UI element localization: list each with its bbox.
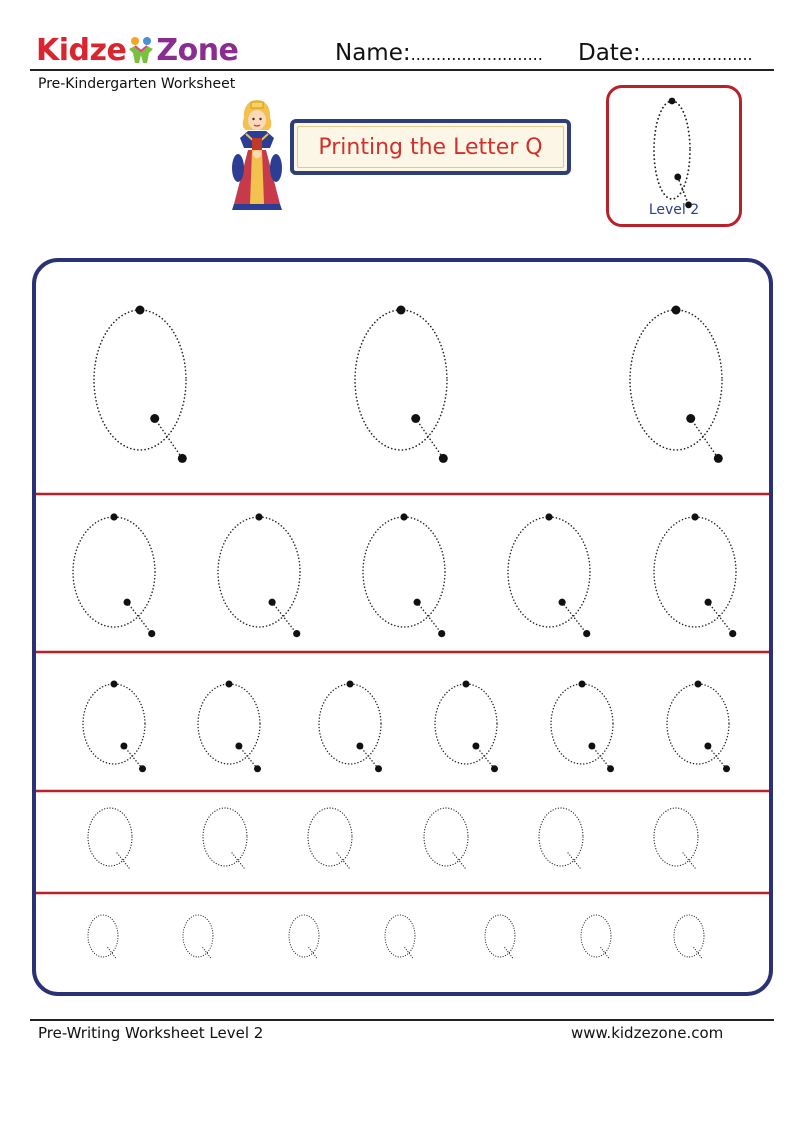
q-oval-dotted bbox=[551, 684, 613, 764]
start-dot bbox=[124, 599, 131, 606]
start-dot bbox=[686, 414, 695, 423]
q-oval-dotted bbox=[539, 808, 583, 866]
q-oval-dotted bbox=[319, 684, 381, 764]
end-dot bbox=[723, 765, 730, 772]
q-tail-dotted bbox=[694, 948, 703, 960]
start-dot bbox=[111, 681, 118, 688]
q-tail-dotted bbox=[562, 602, 587, 633]
q-tail-dotted bbox=[568, 853, 581, 870]
q-oval-dotted bbox=[73, 517, 155, 627]
tracing-letter-q[interactable] bbox=[385, 915, 415, 960]
end-dot bbox=[375, 765, 382, 772]
q-tail-dotted bbox=[405, 948, 414, 960]
start-dot bbox=[579, 681, 586, 688]
level-example-letter[interactable] bbox=[654, 98, 692, 209]
tracing-letter-q[interactable] bbox=[198, 681, 261, 773]
practice-row-1[interactable] bbox=[94, 306, 723, 463]
q-tail-dotted bbox=[117, 853, 130, 870]
q-oval-dotted bbox=[308, 808, 352, 866]
q-tail-dotted bbox=[691, 419, 719, 459]
q-oval-dotted bbox=[435, 684, 497, 764]
tracing-letter-q[interactable] bbox=[88, 915, 118, 960]
level-box bbox=[606, 85, 742, 227]
tracing-letter-q[interactable] bbox=[355, 306, 448, 463]
q-oval-dotted bbox=[508, 517, 590, 627]
tracing-letter-q[interactable] bbox=[83, 681, 146, 773]
q-oval-dotted bbox=[83, 684, 145, 764]
q-tail-dotted bbox=[155, 419, 183, 459]
q-tail-dotted bbox=[708, 602, 733, 633]
q-oval-dotted bbox=[218, 517, 300, 627]
start-dot bbox=[411, 414, 420, 423]
end-dot bbox=[714, 454, 723, 463]
header-divider bbox=[30, 69, 774, 71]
tracing-area[interactable] bbox=[36, 262, 769, 992]
q-oval-dotted bbox=[203, 808, 247, 866]
q-tail-dotted bbox=[416, 419, 444, 459]
tracing-letter-q[interactable] bbox=[508, 513, 590, 637]
start-dot bbox=[672, 306, 681, 315]
q-tail-dotted bbox=[678, 177, 689, 205]
q-tail-dotted bbox=[232, 853, 245, 870]
start-dot bbox=[400, 513, 407, 520]
princess-icon bbox=[228, 98, 286, 214]
tracing-letter-q[interactable] bbox=[539, 808, 583, 869]
kidzezone-logo bbox=[36, 30, 238, 70]
footer-website: www.kidzezone.com bbox=[571, 1024, 724, 1042]
start-dot bbox=[559, 599, 566, 606]
q-oval-dotted bbox=[667, 684, 729, 764]
tracing-letter-q[interactable] bbox=[667, 681, 730, 773]
practice-row-4[interactable] bbox=[88, 808, 698, 869]
start-dot bbox=[120, 743, 127, 750]
q-oval-dotted bbox=[654, 517, 736, 627]
q-oval-dotted bbox=[88, 915, 118, 957]
start-dot bbox=[695, 681, 702, 688]
q-tail-dotted bbox=[203, 948, 212, 960]
start-dot bbox=[356, 743, 363, 750]
tracing-letter-q[interactable] bbox=[654, 808, 698, 869]
end-dot bbox=[148, 630, 155, 637]
tracing-letter-q[interactable] bbox=[551, 681, 614, 773]
q-oval-dotted bbox=[88, 808, 132, 866]
q-tail-dotted bbox=[360, 746, 379, 769]
start-dot bbox=[255, 513, 262, 520]
start-dot bbox=[588, 743, 595, 750]
end-dot bbox=[607, 765, 614, 772]
q-oval-dotted bbox=[581, 915, 611, 957]
date-line[interactable]: ...................... bbox=[640, 45, 753, 64]
start-dot bbox=[669, 98, 676, 105]
end-dot bbox=[139, 765, 146, 772]
tracing-letter-q[interactable] bbox=[581, 915, 611, 960]
date-label: Date: bbox=[578, 40, 641, 66]
start-dot bbox=[691, 513, 698, 520]
start-dot bbox=[545, 513, 552, 520]
start-dot bbox=[269, 599, 276, 606]
start-dot bbox=[463, 681, 470, 688]
q-tail-dotted bbox=[476, 746, 495, 769]
q-tail-dotted bbox=[601, 948, 610, 960]
q-tail-dotted bbox=[592, 746, 611, 769]
start-dot bbox=[674, 174, 681, 181]
q-oval-dotted bbox=[654, 808, 698, 866]
practice-board[interactable] bbox=[32, 258, 773, 996]
name-field[interactable] bbox=[335, 40, 543, 66]
end-dot bbox=[293, 630, 300, 637]
practice-row-2[interactable] bbox=[73, 513, 736, 637]
date-field[interactable] bbox=[578, 40, 753, 66]
end-dot bbox=[729, 630, 736, 637]
tracing-letter-q[interactable] bbox=[73, 513, 155, 637]
worksheet-title: Printing the Letter Q bbox=[318, 134, 543, 160]
tracing-letter-q[interactable] bbox=[435, 681, 498, 773]
start-dot bbox=[414, 599, 421, 606]
tracing-letter-q[interactable] bbox=[363, 513, 445, 637]
end-dot bbox=[178, 454, 187, 463]
q-oval-dotted bbox=[654, 101, 690, 199]
start-dot bbox=[704, 743, 711, 750]
worksheet-subtitle: Pre-Kindergarten Worksheet bbox=[38, 76, 236, 92]
start-dot bbox=[110, 513, 117, 520]
q-tail-dotted bbox=[309, 948, 318, 960]
name-label: Name: bbox=[335, 40, 411, 66]
q-oval-dotted bbox=[289, 915, 319, 957]
start-dot bbox=[226, 681, 233, 688]
end-dot bbox=[439, 454, 448, 463]
q-tail-dotted bbox=[453, 853, 466, 870]
logo-text-kidz: Kidz bbox=[36, 32, 107, 68]
name-line[interactable]: .......................... bbox=[410, 45, 543, 64]
tracing-letter-q[interactable] bbox=[183, 915, 213, 960]
q-oval-dotted bbox=[385, 915, 415, 957]
q-oval-dotted bbox=[630, 310, 722, 450]
tracing-letter-q[interactable] bbox=[674, 915, 704, 960]
logo-text-e: e bbox=[106, 32, 127, 68]
practice-row-3[interactable] bbox=[83, 681, 730, 773]
tracing-letter-q[interactable] bbox=[308, 808, 352, 869]
q-oval-dotted bbox=[183, 915, 213, 957]
tracing-letter-q[interactable] bbox=[485, 915, 515, 960]
tracing-letter-q[interactable] bbox=[424, 808, 468, 869]
logo-text-zone: Zone bbox=[156, 32, 239, 68]
q-tail-dotted bbox=[337, 853, 350, 870]
q-tail-dotted bbox=[708, 746, 727, 769]
kids-icon bbox=[127, 35, 155, 65]
tracing-letter-q[interactable] bbox=[218, 513, 300, 637]
q-oval-dotted bbox=[424, 808, 468, 866]
q-oval-dotted bbox=[355, 310, 447, 450]
q-tail-dotted bbox=[124, 746, 143, 769]
tracing-letter-q[interactable] bbox=[630, 306, 723, 463]
tracing-letter-q[interactable] bbox=[289, 915, 319, 960]
worksheet-title-box bbox=[290, 119, 571, 175]
footer-divider bbox=[30, 1019, 774, 1021]
q-oval-dotted bbox=[198, 684, 260, 764]
tracing-letter-q[interactable] bbox=[319, 681, 382, 773]
start-dot bbox=[472, 743, 479, 750]
q-oval-dotted bbox=[94, 310, 186, 450]
end-dot bbox=[491, 765, 498, 772]
q-tail-dotted bbox=[417, 602, 442, 633]
end-dot bbox=[254, 765, 261, 772]
start-dot bbox=[235, 743, 242, 750]
q-tail-dotted bbox=[272, 602, 297, 633]
footer-level-text: Pre-Writing Worksheet Level 2 bbox=[38, 1024, 264, 1042]
q-oval-dotted bbox=[363, 517, 445, 627]
start-dot bbox=[705, 599, 712, 606]
start-dot bbox=[397, 306, 406, 315]
q-tail-dotted bbox=[505, 948, 514, 960]
start-dot bbox=[150, 414, 159, 423]
end-dot bbox=[583, 630, 590, 637]
q-tail-dotted bbox=[108, 948, 117, 960]
tracing-letter-q[interactable] bbox=[88, 808, 132, 869]
practice-row-5[interactable] bbox=[88, 915, 704, 960]
q-tail-dotted bbox=[683, 853, 696, 870]
level-label: Level 2 bbox=[648, 202, 700, 218]
start-dot bbox=[136, 306, 145, 315]
tracing-letter-q[interactable] bbox=[94, 306, 187, 463]
q-oval-dotted bbox=[485, 915, 515, 957]
tracing-letter-q[interactable] bbox=[203, 808, 247, 869]
start-dot bbox=[347, 681, 354, 688]
q-tail-dotted bbox=[127, 602, 152, 633]
q-tail-dotted bbox=[239, 746, 258, 769]
q-oval-dotted bbox=[674, 915, 704, 957]
tracing-letter-q[interactable] bbox=[654, 513, 736, 637]
end-dot bbox=[438, 630, 445, 637]
